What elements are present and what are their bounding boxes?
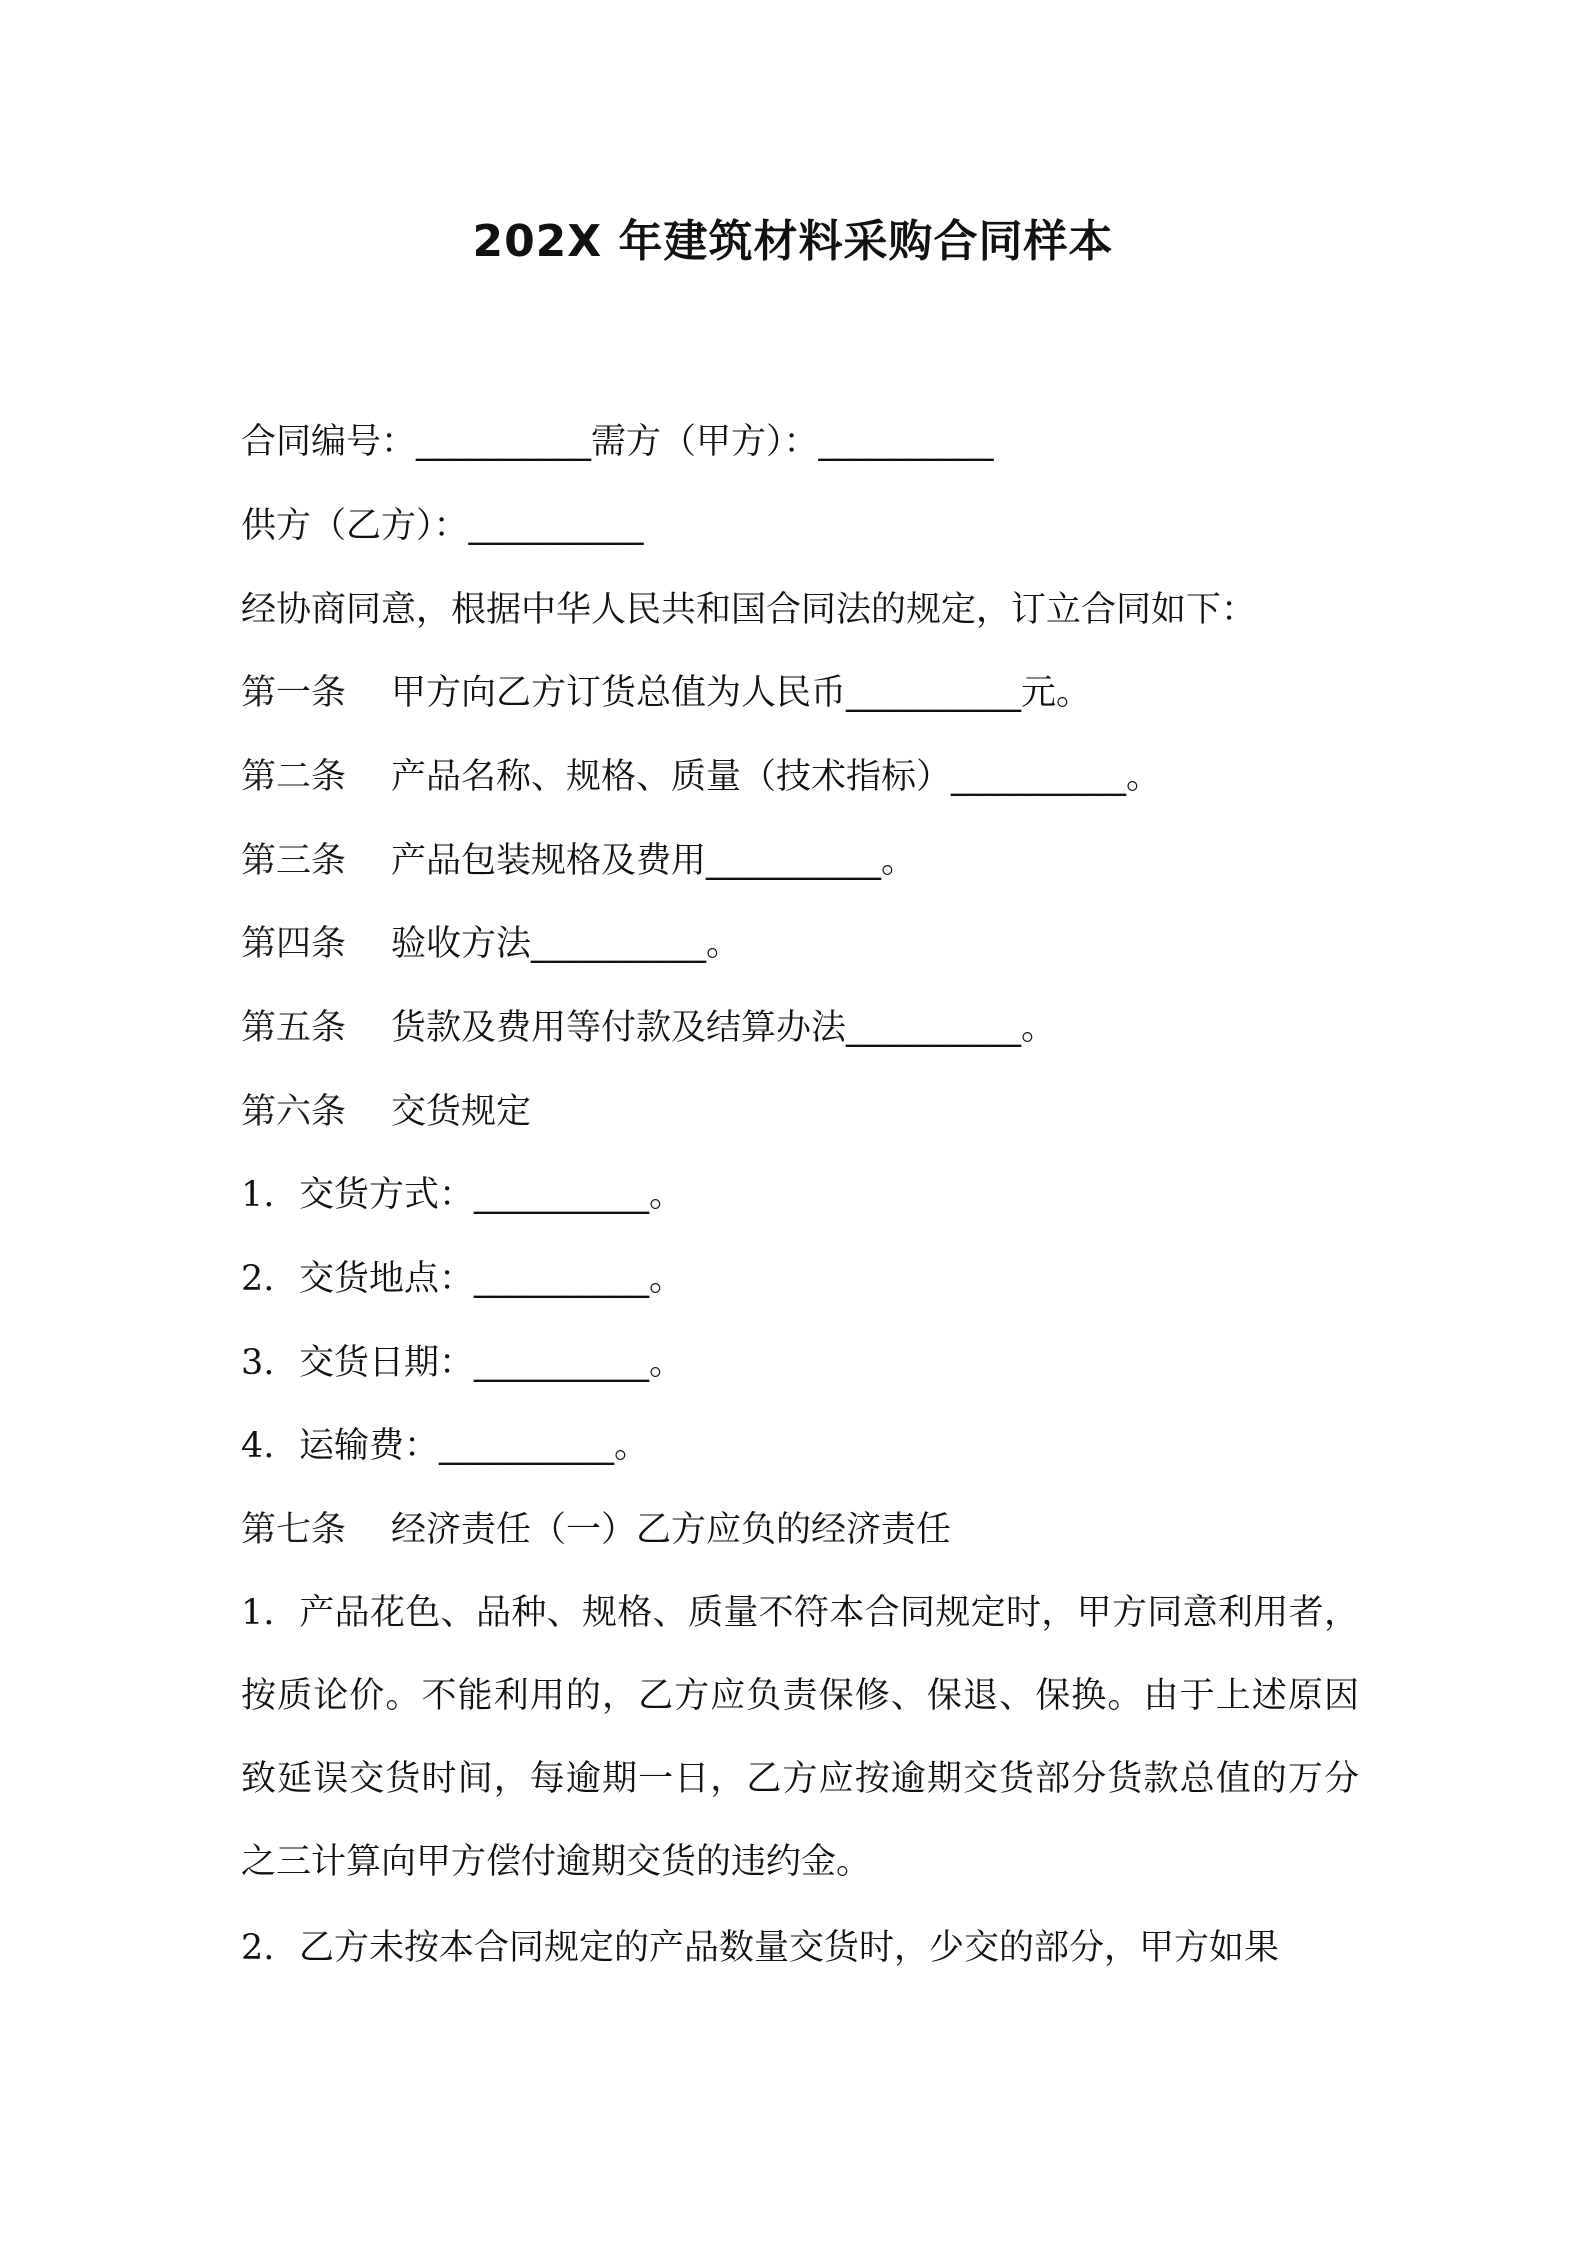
list-number: 3. [241, 1343, 275, 1383]
article-5-text: 货款及费用等付款及结算办法__________。 [391, 1008, 1057, 1048]
article-4 [241, 919, 1406, 969]
delivery-item-3 [241, 1338, 1406, 1388]
article-7-text: 经济责任（一）乙方应负的经济责任 [391, 1510, 952, 1550]
article-1 [241, 668, 1406, 718]
delivery-item-4 [241, 1421, 1406, 1471]
supplier-line: 供方（乙方）：__________ [241, 506, 644, 546]
article-5 [241, 1003, 1406, 1053]
liability-item-1 [241, 1572, 1359, 1904]
list-item-text: 运输费：__________。 [299, 1426, 650, 1466]
preamble-line: 经协商同意，根据中华人民共和国合同法的规定，订立合同如下： [241, 590, 1257, 630]
article-6-prefix: 第六条 [241, 1092, 347, 1132]
list-item-text: 交货方式：__________。 [299, 1175, 685, 1215]
list-item-text: 产品花色、品种、规格、质量不符本合同规定时，甲方同意利用者，按质论价。不能利用的，乙方应负责保修、保退、保换。由于上述原因致延误交货时间，每逾期一日，乙方应按逾期交货部分货款总值的万分之三计算向甲方偿付逾期交货的违约金。 [241, 1593, 1359, 1882]
article-3-prefix: 第三条 [241, 841, 347, 881]
article-2-text: 产品名称、规格、质量（技术指标）__________。 [391, 757, 1162, 797]
article-6-text: 交货规定 [391, 1092, 532, 1132]
article-4-prefix: 第四条 [241, 924, 347, 964]
delivery-item-1 [241, 1170, 1406, 1220]
article-3 [241, 836, 1406, 886]
contract-number-line: 合同编号：__________需方（甲方）：__________ [241, 422, 994, 462]
article-3-text: 产品包装规格及费用__________。 [391, 841, 917, 881]
article-6 [241, 1087, 1406, 1137]
article-4-text: 验收方法__________。 [391, 924, 742, 964]
article-1-prefix: 第一条 [241, 673, 347, 713]
list-number: 2. [241, 1259, 275, 1299]
list-number: 1. [241, 1593, 275, 1633]
article-2-prefix: 第二条 [241, 757, 347, 797]
list-item-text: 交货日期：__________。 [299, 1343, 685, 1383]
list-number: 2. [241, 1928, 275, 1968]
article-5-prefix: 第五条 [241, 1008, 347, 1048]
list-item-text: 交货地点：__________。 [299, 1259, 685, 1299]
list-number: 1. [241, 1175, 275, 1215]
document-title: 202X 年建筑材料采购合同样本 [472, 216, 1114, 267]
liability-item-2 [241, 1923, 1406, 1973]
article-1-text: 甲方向乙方订货总值为人民币__________元。 [391, 673, 1092, 713]
list-item-text: 乙方未按本合同规定的产品数量交货时，少交的部分，甲方如果 [299, 1928, 1280, 1968]
article-2 [241, 752, 1406, 802]
article-7 [241, 1505, 1406, 1555]
list-number: 4. [241, 1426, 275, 1466]
article-7-prefix: 第七条 [241, 1510, 347, 1550]
delivery-item-2 [241, 1254, 1406, 1304]
